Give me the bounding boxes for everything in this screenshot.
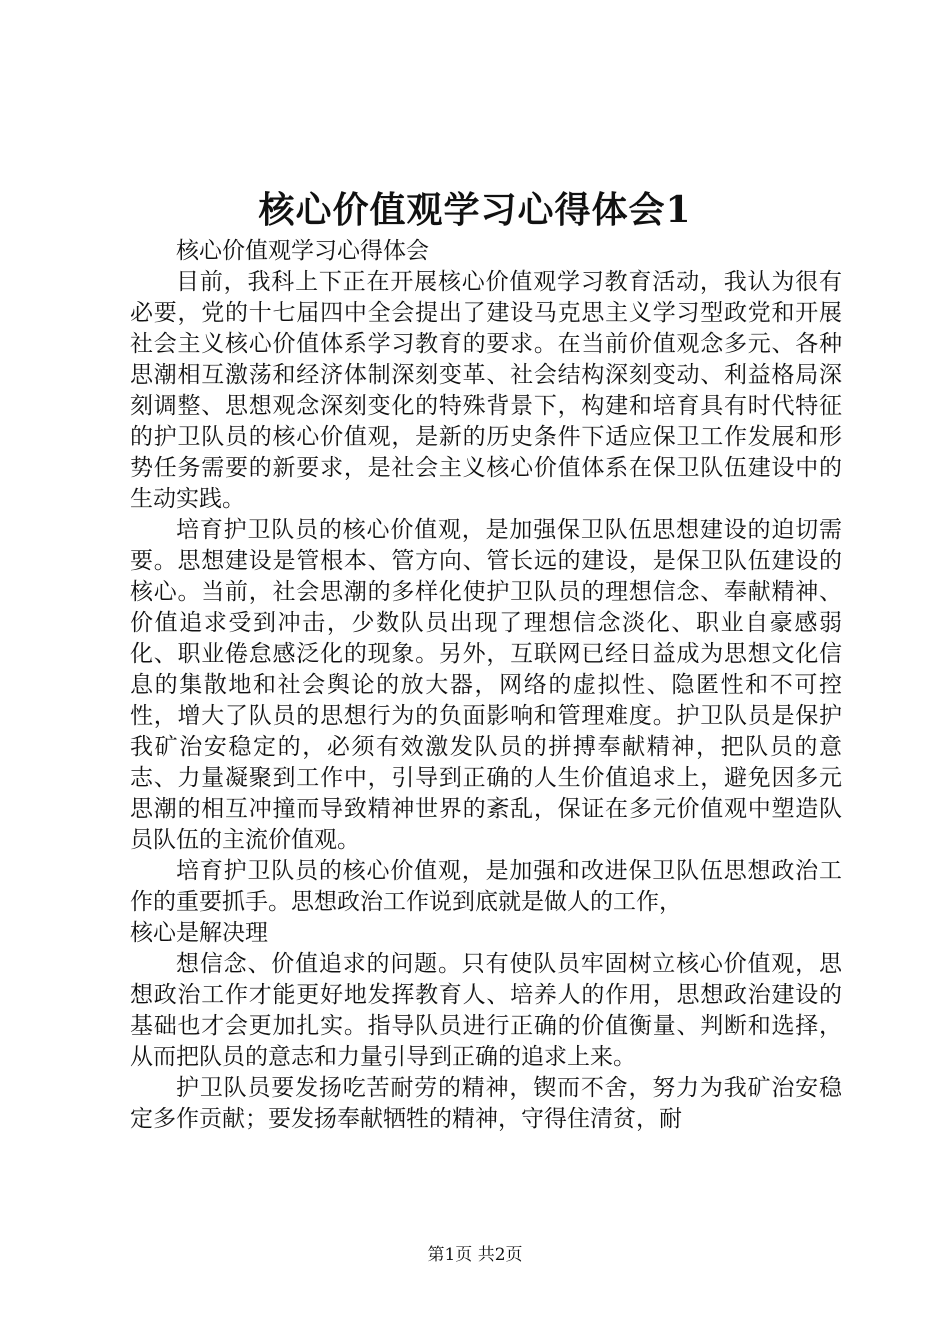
paragraph: 培育护卫队员的核心价值观，是加强保卫队伍思想建设的迫切需要。思想建设是管根本、管方向、管长远的建设，是保卫队伍建设的核心。当前，社会思潮的多样化使护卫队员的理想信念、奉献精神、价值追求受到冲击，少数队员出现了理想信念淡化、职业自豪感弱化、职业倦怠感泛化的现象。另外，互联网已经日益成为思想文化信息的集散地和社会舆论的放大器，网络的虚拟性、隐匿性和不可控性，增大了队员的思想行为的负面影响和管理难度。护卫队员是保护我矿治安稳定的，必须有效激发队员的拼搏奉献精神，把队员的意志、力量凝聚到工作中，引导到正确的人生价值追求上，避免因多元思潮的相互冲撞而导致精神世界的紊乱，保证在多元价值观中塑造队员队伍的主流价值观。 bbox=[130, 517, 842, 853]
paragraph: 护卫队员要发扬吃苦耐劳的精神，锲而不舍，努力为我矿治安稳定多作贡献；要发扬奉献牺牲的精神，守得住清贫，耐 bbox=[130, 1075, 842, 1132]
paragraph: 想信念、价值追求的问题。只有使队员牢固树立核心价值观，思想政治工作才能更好地发挥教育人、培养人的作用，思想政治建设的基础也才会更加扎实。指导队员进行正确的价值衡量、判断和选择，从而把队员的意志和力量引导到正确的追求上来。 bbox=[130, 951, 842, 1070]
paragraph: 目前，我科上下正在开展核心价值观学习教育活动，我认为很有必要，党的十七届四中全会提出了建设马克思主义学习型政党和开展社会主义核心价值体系学习教育的要求。在当前价值观念多元、各种思潮相互激荡和经济体制深刻变革、社会结构深刻变动、利益格局深刻调整、思想观念深刻变化的特殊背景下，构建和培育具有时代特征的护卫队员的核心价值观，是新的历史条件下适应保卫工作发展和形势任务需要的新要求，是社会主义核心价值体系在保卫队伍建设中的生动实践。 bbox=[130, 269, 842, 512]
paragraph-subtitle: 核心价值观学习心得体会 bbox=[176, 238, 429, 264]
document-title: 核心价值观学习心得体会1 bbox=[258, 189, 692, 231]
page-footer: 第1页 共2页 bbox=[427, 1245, 523, 1265]
document-body bbox=[130, 236, 842, 1135]
paragraph: 培育护卫队员的核心价值观，是加强和改进保卫队伍思想政治工作的重要抓手。思想政治工作说到底就是做人的工作， bbox=[130, 858, 842, 915]
paragraph-fragment: 核心是解决理 bbox=[130, 920, 268, 946]
